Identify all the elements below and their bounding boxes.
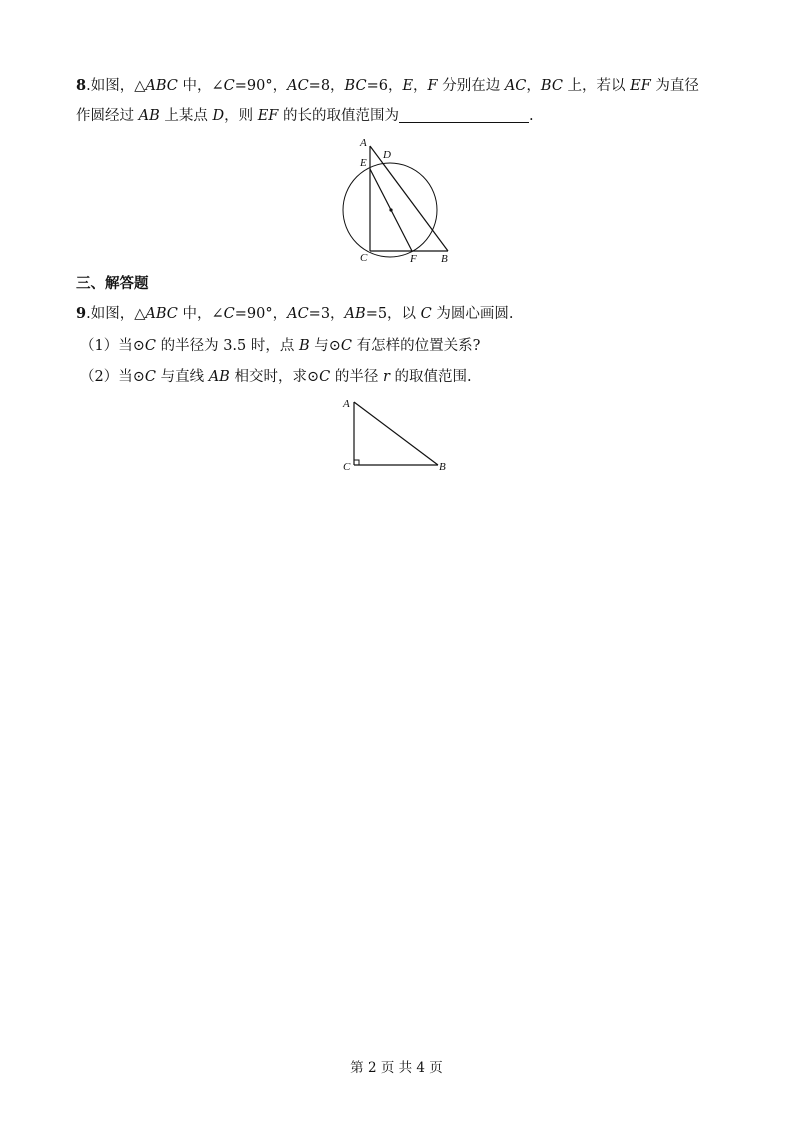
answer-blank[interactable] — [399, 108, 529, 123]
label-b: B — [439, 461, 446, 473]
q8-line-1: 8.如图，△ABC 中，∠C=90°，AC=8，BC=6，E，F 分别在边 AC，BC 上，若以 EF 为直径 — [76, 77, 699, 94]
label-d: D — [383, 149, 391, 161]
label-a: A — [360, 137, 367, 149]
page-footer: 第 2 页 共 4 页 — [350, 1060, 443, 1076]
circle-center — [389, 208, 392, 211]
q9-part-1: （1）当⊙C 的半径为 3.5 时，点 B 与⊙C 有怎样的位置关系? — [80, 338, 481, 354]
label-f: F — [410, 253, 417, 264]
q9-part-2: （2）当⊙C 与直线 AB 相交时，求⊙C 的半径 r 的取值范围. — [80, 369, 472, 385]
q9-line-1: 9.如图，△ABC 中，∠C=90°，AC=3，AB=5，以 C 为圆心画圆. — [76, 305, 514, 322]
label-a: A — [343, 398, 350, 410]
label-c: C — [343, 461, 351, 473]
q8-line-2: 作圆经过 AB 上某点 D，则 EF 的长的取值范围为 . — [76, 108, 534, 124]
label-c: C — [360, 252, 368, 264]
section-3-title: 三、解答题 — [76, 275, 149, 292]
side-ab — [370, 146, 448, 251]
label-e: E — [360, 157, 367, 169]
right-angle-mark — [354, 460, 359, 465]
side-ab — [354, 402, 438, 465]
q8-figure — [330, 134, 460, 264]
q9-figure — [338, 394, 458, 476]
label-b: B — [441, 253, 448, 264]
